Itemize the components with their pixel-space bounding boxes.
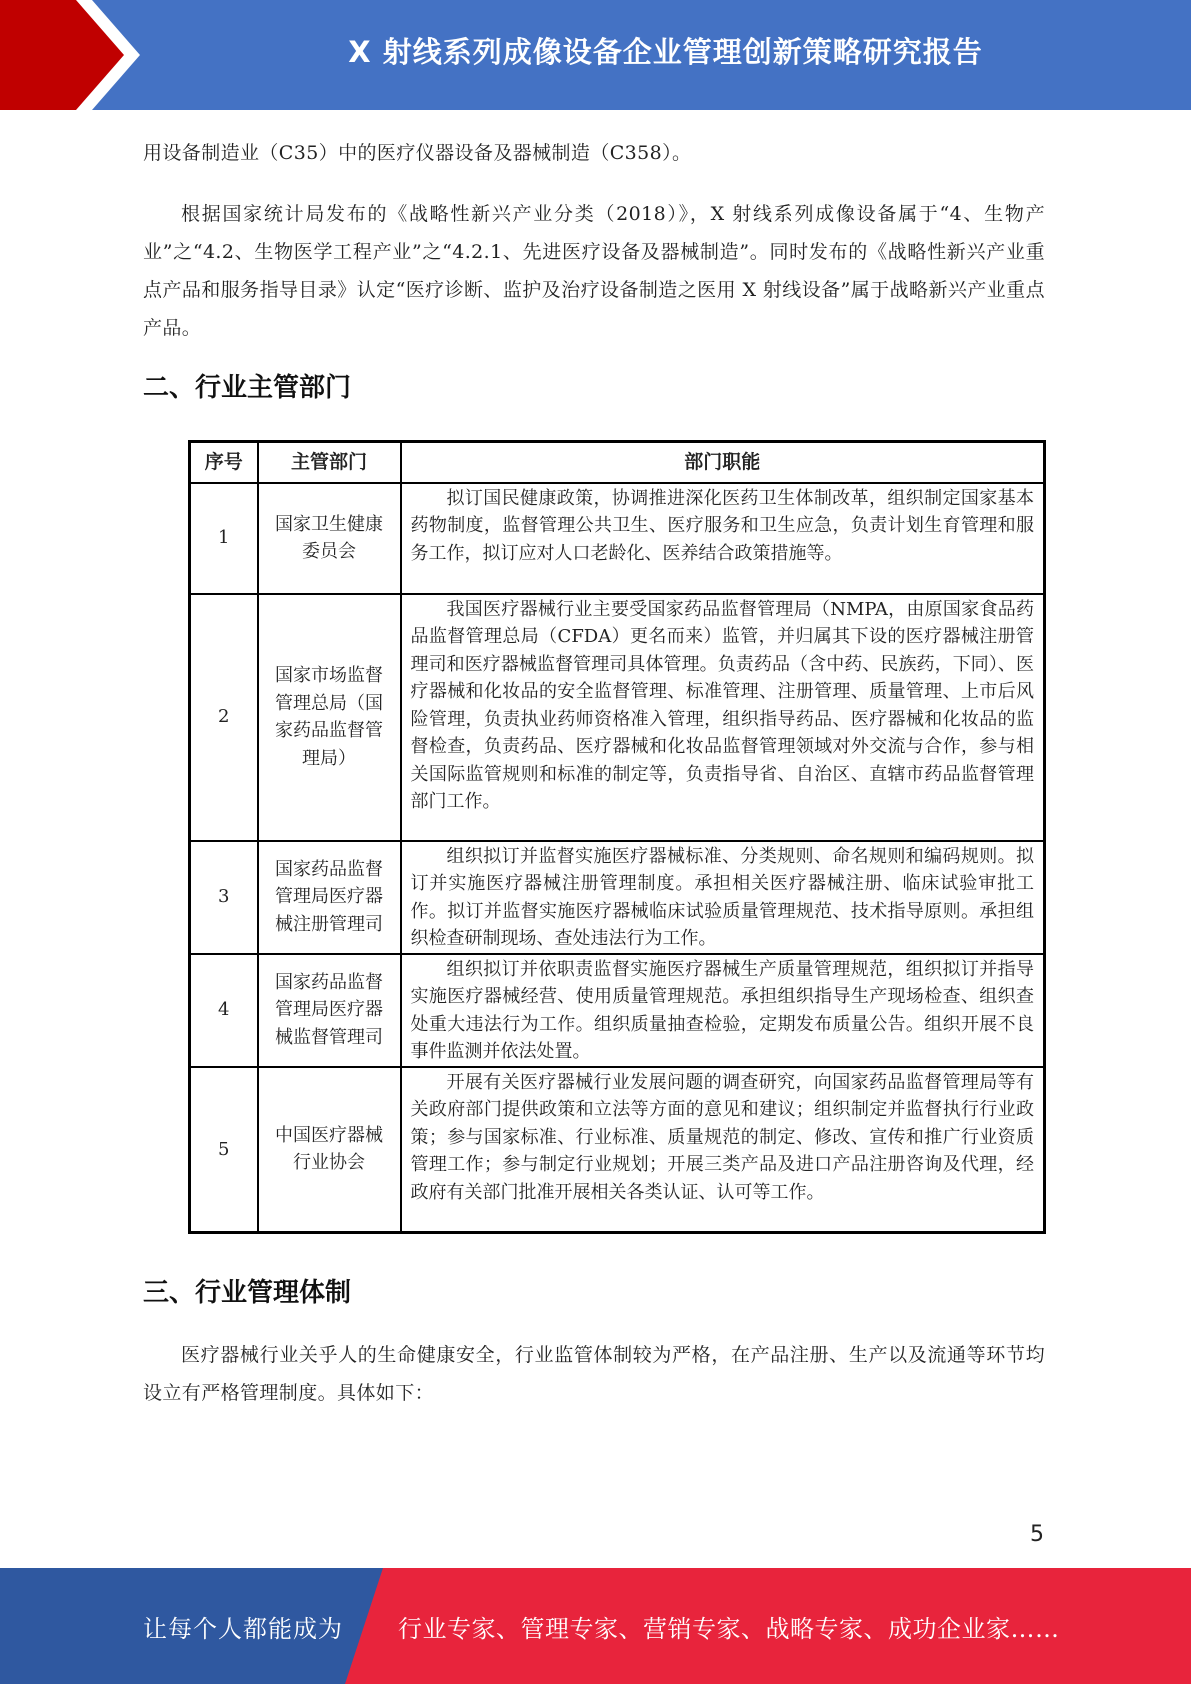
authorities-table	[188, 440, 1046, 1234]
row-number: 5	[190, 1067, 258, 1233]
footer-slogan-roles: 行业专家、管理专家、营销专家、战略专家、成功企业家……	[398, 1614, 1060, 1643]
department-function: 组织拟订并依职责监督实施医疗器械生产质量管理规范，组织拟订并指导实施医疗器械经营、使用质量管理规范。承担组织指导生产现场检查、组织查处重大违法行为工作。组织质量抽查检验，定期发布质量公告。组织开展不良事件监测并依法处置。	[401, 954, 1045, 1067]
department-name: 国家药品监督管理局医疗器械监督管理司	[258, 954, 401, 1067]
page-footer	[0, 1568, 1191, 1684]
table-row	[190, 594, 1045, 841]
department-name: 国家市场监督管理总局（国家药品监督管理局）	[258, 594, 401, 841]
table-row	[190, 841, 1045, 954]
department-name: 国家药品监督管理局医疗器械注册管理司	[258, 841, 401, 954]
table-row	[190, 1067, 1045, 1233]
section-heading-management-system: 三、行业管理体制	[143, 1278, 352, 1308]
department-name: 国家卫生健康委员会	[258, 483, 401, 594]
section-heading-authorities: 二、行业主管部门	[143, 373, 352, 403]
paragraph-management-system: 医疗器械行业关乎人的生命健康安全，行业监管体制较为严格，在产品注册、生产以及流通等环节均设立有严格管理制度。具体如下：	[143, 1344, 1045, 1404]
paragraph-industry-classification: 用设备制造业（C35）中的医疗仪器设备及器械制造（C358）。	[143, 142, 692, 164]
page-number: 5	[1030, 1522, 1044, 1547]
department-function: 我国医疗器械行业主要受国家药品监督管理局（NMPA，由原国家食品药品监督管理总局（CFDA）更名而来）监管，并归属其下设的医疗器械注册管理司和医疗器械监督管理司具体管理。负责药品（含中药、民族药，下同）、医疗器械和化妆品的安全监督管理、标准管理、注册管理、质量管理、上市后风险管理，负责执业药师资格准入管理，组织指导药品、医疗器械和化妆品的监督检查，负责药品、医疗器械和化妆品监督管理领域对外交流与合作，参与相关国际监管规则和标准的制定等，负责指导省、自治区、直辖市药品监督管理部门工作。	[401, 594, 1045, 841]
row-number: 1	[190, 483, 258, 594]
paragraph-strategic-industry: 根据国家统计局发布的《战略性新兴产业分类（2018）》，X 射线系列成像设备属于“4、生物产业”之“4.2、生物医学工程产业”之“4.2.1、先进医疗设备及器械制造”。同时发布的《战略性新兴产业重点产品和服务指导目录》认定“医疗诊断、监护及治疗设备制造之医用 X 射线设备”属于战略新兴产业重点产品。	[143, 203, 1045, 339]
row-number: 2	[190, 594, 258, 841]
table-header-function: 部门职能	[401, 442, 1045, 483]
report-title: X 射线系列成像设备企业管理创新策略研究报告	[348, 34, 983, 69]
page-header	[0, 0, 1191, 110]
department-function: 拟订国民健康政策，协调推进深化医药卫生体制改革，组织制定国家基本药物制度，监督管理公共卫生、医疗服务和卫生应急，负责计划生育管理和服务工作，拟订应对人口老龄化、医养结合政策措施等。	[401, 483, 1045, 594]
department-function: 组织拟订并监督实施医疗器械标准、分类规则、命名规则和编码规则。拟订并实施医疗器械注册管理制度。承担相关医疗器械注册、临床试验审批工作。拟订并监督实施医疗器械临床试验质量管理规范、技术指导原则。承担组织检查研制现场、查处违法行为工作。	[401, 841, 1045, 954]
table-header-department: 主管部门	[258, 442, 401, 483]
table-header-row	[190, 442, 1045, 483]
table-row	[190, 954, 1045, 1067]
table-row	[190, 483, 1045, 594]
department-function: 开展有关医疗器械行业发展问题的调查研究，向国家药品监督管理局等有关政府部门提供政策和立法等方面的意见和建议；组织制定并监督执行行业政策；参与国家标准、行业标准、质量规范的制定、修改、宣传和推广行业资质管理工作；参与制定行业规划；开展三类产品及进口产品注册咨询及代理，经政府有关部门批准开展相关各类认证、认可等工作。	[401, 1067, 1045, 1233]
department-name: 中国医疗器械行业协会	[258, 1067, 401, 1233]
row-number: 3	[190, 841, 258, 954]
table-header-number: 序号	[190, 442, 258, 483]
row-number: 4	[190, 954, 258, 1067]
footer-slogan-lead: 让每个人都能成为	[143, 1614, 343, 1643]
